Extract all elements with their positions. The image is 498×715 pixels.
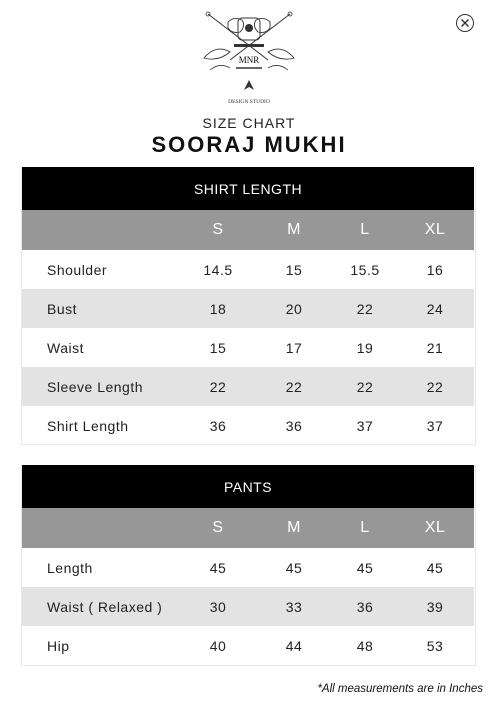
table-cell: 15.5	[334, 250, 396, 289]
column-header: M	[254, 508, 334, 548]
pants-size-table	[22, 465, 474, 665]
table-cell: 30	[182, 587, 254, 626]
row-label: Bust	[22, 289, 182, 328]
table-cell: 45	[182, 548, 254, 587]
table-cell: 37	[334, 406, 396, 445]
table-cell: 22	[396, 367, 474, 406]
svg-text:MNR: MNR	[238, 55, 260, 65]
column-header: XL	[396, 508, 474, 548]
table-cell: 45	[334, 548, 396, 587]
table-cell: 24	[396, 289, 474, 328]
row-label: Length	[22, 548, 182, 587]
table-row	[22, 587, 474, 626]
table-cell: 16	[396, 250, 474, 289]
table-row	[22, 548, 474, 587]
table-cell: 22	[254, 367, 334, 406]
column-header: S	[182, 210, 254, 250]
table-cell: 53	[396, 626, 474, 665]
column-header: M	[254, 210, 334, 250]
row-label: Shirt Length	[22, 406, 182, 445]
column-header-blank	[22, 508, 182, 548]
measurement-note: *All measurements are in Inches	[317, 683, 483, 695]
table-heading: PANTS	[22, 465, 474, 508]
table-cell: 39	[396, 587, 474, 626]
close-icon	[460, 18, 470, 28]
table-cell: 36	[334, 587, 396, 626]
svg-text:DESIGN STUDIO: DESIGN STUDIO	[228, 99, 270, 105]
table-cell: 17	[254, 328, 334, 367]
column-header: L	[334, 508, 396, 548]
close-button[interactable]	[456, 14, 474, 32]
table-cell: 36	[182, 406, 254, 445]
table-cell: 19	[334, 328, 396, 367]
table-cell: 37	[396, 406, 474, 445]
table-cell: 45	[254, 548, 334, 587]
row-label: Sleeve Length	[22, 367, 182, 406]
table-cell: 45	[396, 548, 474, 587]
table-cell: 15	[254, 250, 334, 289]
table-cell: 40	[182, 626, 254, 665]
table-heading: SHIRT LENGTH	[22, 167, 474, 210]
table-row	[22, 406, 474, 445]
table-cell: 14.5	[182, 250, 254, 289]
table-row	[22, 250, 474, 289]
row-label: Waist ( Relaxed )	[22, 587, 182, 626]
table-cell: 22	[182, 367, 254, 406]
column-header: XL	[396, 210, 474, 250]
table-cell: 22	[334, 367, 396, 406]
table-cell: 33	[254, 587, 334, 626]
table-cell: 20	[254, 289, 334, 328]
table-cell: 18	[182, 289, 254, 328]
column-header-blank	[22, 210, 182, 250]
row-label: Waist	[22, 328, 182, 367]
shirt-size-table	[22, 167, 474, 445]
row-label: Shoulder	[22, 250, 182, 289]
page-title: SOORAJ MUKHI	[151, 132, 347, 157]
table-row	[22, 328, 474, 367]
table-row	[22, 626, 474, 665]
table-cell: 15	[182, 328, 254, 367]
table-row	[22, 367, 474, 406]
table-cell: 48	[334, 626, 396, 665]
page-subtitle: SIZE CHART	[202, 115, 296, 131]
table-cell: 22	[334, 289, 396, 328]
column-header: S	[182, 508, 254, 548]
column-header: L	[334, 210, 396, 250]
brand-logo-icon	[198, 10, 300, 106]
table-cell: 21	[396, 328, 474, 367]
table-row	[22, 289, 474, 328]
table-cell: 44	[254, 626, 334, 665]
table-cell: 36	[254, 406, 334, 445]
row-label: Hip	[22, 626, 182, 665]
